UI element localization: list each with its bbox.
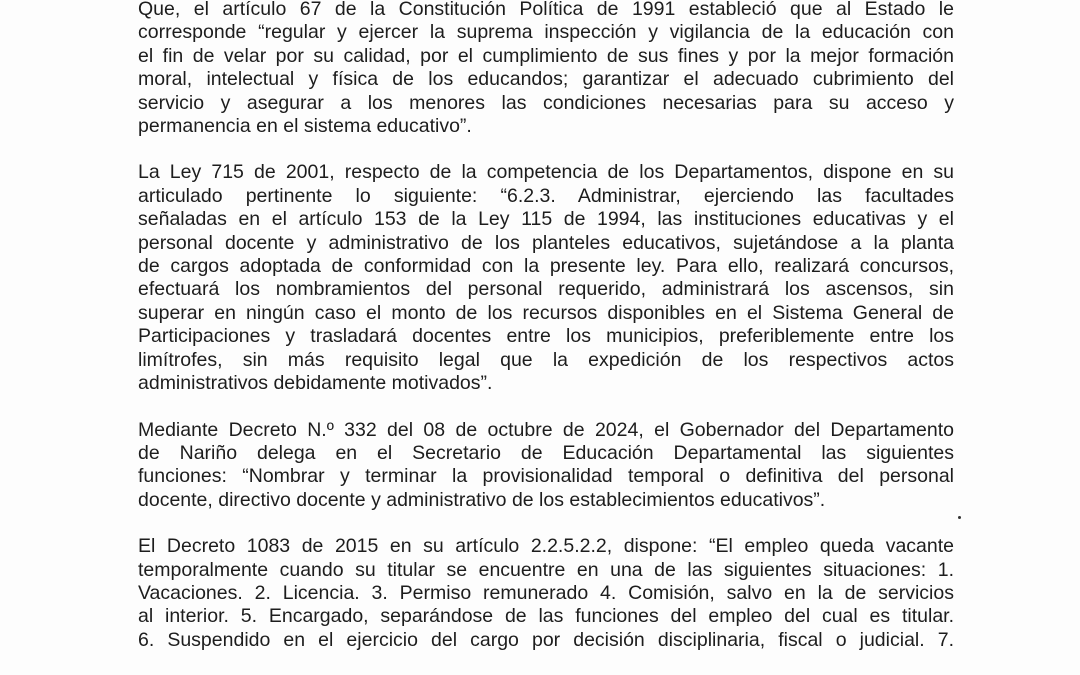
text-line: personal docente y administrativo de los planteles educativos, sujetándose a la planta [138, 231, 954, 254]
paragraph-decreto-1083 [138, 535, 954, 652]
text-line: Participaciones y trasladará docentes entre los municipios, preferiblemente entre los [138, 325, 954, 348]
text-line: el fin de velar por su calidad, por el cumplimiento de sus fines y por la mejor formación [138, 44, 954, 67]
text-line: al interior. 5. Encargado, separándose de las funciones del empleo del cual es titular. [138, 605, 954, 628]
text-line: temporalmente cuando su titular se encuentre en una de las siguientes situaciones: 1. [138, 558, 954, 581]
text-line: Mediante Decreto N.º 332 del 08 de octubre de 2024, el Gobernador del Departamento [138, 418, 954, 441]
text-line: de Nariño delega en el Secretario de Educación Departamental las siguientes [138, 441, 954, 464]
paragraph-constitution-article-67 [138, 0, 954, 138]
text-line: articulado pertinente lo siguiente: “6.2.3. Administrar, ejerciendo las facultades [138, 184, 954, 207]
text-line: permanencia en el sistema educativo”. [138, 115, 472, 138]
text-line: señaladas en el artículo 153 de la Ley 115 de 1994, las instituciones educativas y el [138, 208, 954, 231]
text-line: Vacaciones. 2. Licencia. 3. Permiso remunerado 4. Comisión, salvo en la de servicios [138, 581, 954, 604]
text-line: corresponde “regular y ejercer la suprema inspección y vigilancia de la educación con [138, 21, 954, 44]
paragraph-decreto-332 [138, 419, 954, 513]
text-line: El Decreto 1083 de 2015 en su artículo 2.2.5.2.2, dispone: “El empleo queda vacante [138, 535, 954, 558]
text-line: La Ley 715 de 2001, respecto de la competencia de los Departamentos, dispone en su [138, 161, 954, 184]
text-line: Que, el artículo 67 de la Constitución Política de 1991 estableció que al Estado le [138, 0, 954, 20]
text-line: moral, intelectual y física de los educandos; garantizar el adecuado cubrimiento del [138, 68, 954, 91]
text-line: efectuará los nombramientos del personal requerido, administrará los ascensos, sin [138, 278, 954, 301]
text-line: servicio y asegurar a los menores las condiciones necesarias para su acceso y [138, 91, 954, 114]
text-line: funciones: “Nombrar y terminar la provisionalidad temporal o definitiva del personal [138, 465, 954, 488]
scan-speck [958, 516, 961, 519]
document-body [138, 0, 954, 675]
paragraph-ley-715 [138, 161, 954, 395]
text-line: administrativos debidamente motivados”. [138, 372, 493, 395]
text-line: superar en ningún caso el monto de los recursos disponibles en el Sistema General de [138, 301, 954, 324]
text-line: de cargos adoptada de conformidad con la presente ley. Para ello, realizará concursos, [138, 255, 954, 278]
text-line: 6. Suspendido en el ejercicio del cargo por decisión disciplinaria, fiscal o judicial. 7. [138, 628, 954, 651]
text-line: docente, directivo docente y administrativo de los establecimientos educativos”. [138, 488, 826, 511]
text-line: limítrofes, sin más requisito legal que la expedición de los respectivos actos [138, 348, 954, 371]
